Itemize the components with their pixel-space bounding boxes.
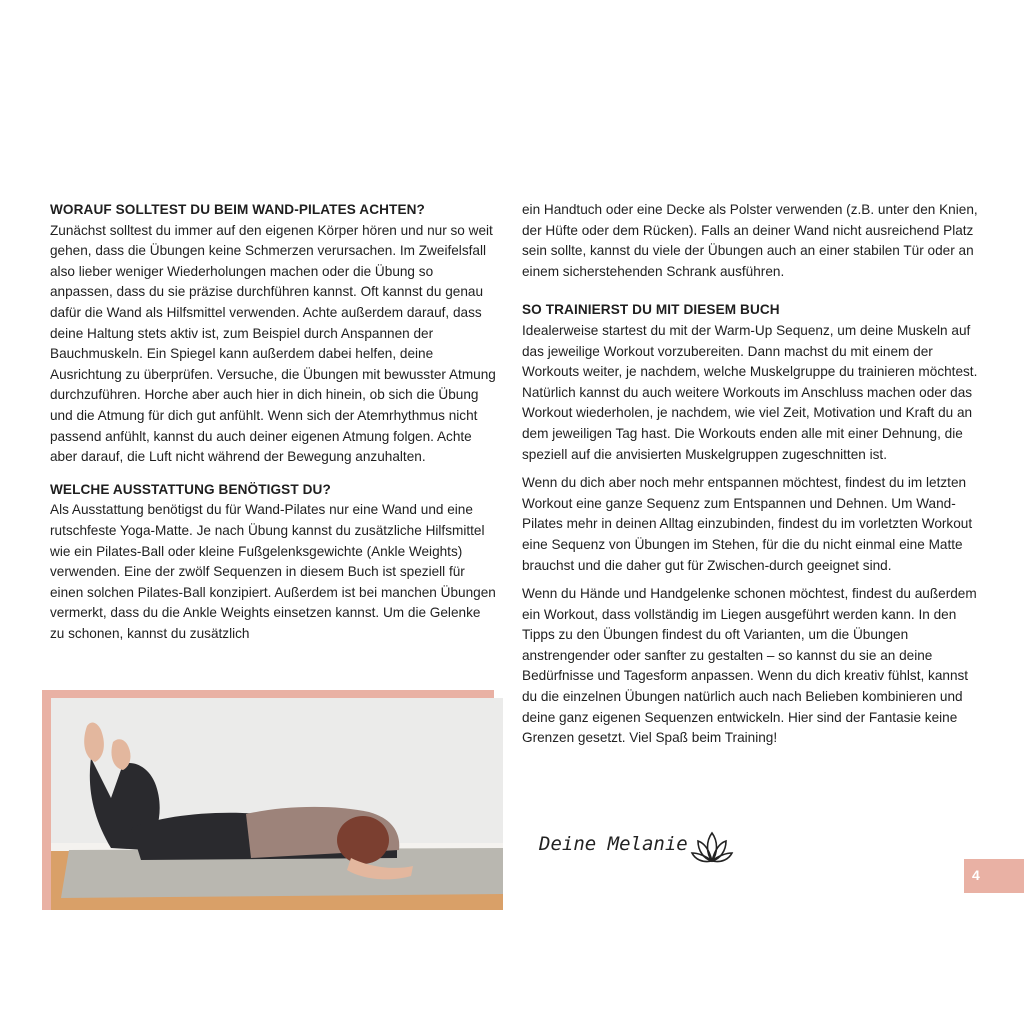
lotus-icon [690,829,734,869]
signature: Deine Melanie [539,833,688,855]
section-heading-training: SO TRAINIERST DU MIT DIESEM BUCH [522,302,780,318]
section-heading-wand-pilates: WORAUF SOLLTEST DU BEIM WAND-PILATES ACHTEN? [50,202,425,217]
exercise-photo-frame [42,690,503,910]
page-number: 4 [972,867,980,883]
section-text-wand-pilates: Zunächst solltest du immer auf den eigenen Körper hören und nur so weit gehen, dass die Übungen keine Schmerzen verursachen. Im Zweifelsfall also lieber weniger Wiederholungen machen oder die Übung so anpassen, dass du sie präzise durchführen kannst. Oft kannst du genau dafür die Wand als Hilfsmittel verwenden. Achte außerdem darauf, dass deine Haltung stets aktiv ist, zum Beispiel durch Anspannen der Bauchmuskeln. Ein Spiegel kann außerdem dabei helfen, deine Ausrichtung zu überprüfen. Versuche, die Übungen mit bewusster Atmung durchzuführen. Horche aber auch hier in dich hinein, ob sich die Übung und die Atmung für dich gut anfühlt. Wenn sich der Atemrhythmus nicht passend anfühlt, kannst du auch deiner eigenen Atmung folgen. Achte aber darauf, die Luft nicht während der Bewegung anzuhalten. [50,222,496,465]
continuation-text: ein Handtuch oder eine Decke als Polster verwenden (z.B. unter den Knien, der Hüfte oder dem Rücken). Falls an deiner Wand nicht ausreichend Platz sein sollte, kannst du viele der Übungen auch an einer stabilen Tür oder an einem sicherstehenden Schrank ausführen. [522,202,978,279]
right-column [522,200,978,757]
section-text-ausstattung: Als Ausstattung benötigst du für Wand-Pilates nur eine Wand und eine rutschfeste Yoga-Matte. Je nach Übung kannst du zusätzliche Hilfsmittel wie ein Pilates-Ball oder kleine Fußgelenksgewichte (Ankle Weights) verwenden. Eine der zwölf Sequenzen in diesem Buch ist speziell für einen solchen Pilates-Ball konzipiert. Außerdem ist bei manchen Übungen vermerkt, dass du die Ankle Weights einsetzen kannst. Um die Gelenke zu schonen, kannst du zusätzlich [50,502,496,641]
training-paragraph-3: Wenn du Hände und Handgelenke schonen möchtest, findest du außerdem ein Workout, dass vollständig im Liegen ausgeführt werden kann. In den Tipps zu den Übungen findest du oft Varianten, um die Übungen anstrengender oder sanfter zu gestalten – so kannst du sie an deine Bedürfnisse und Tagesform anpassen. Wenn du dich kreativ fühlst, kannst du die einzelnen Übungen natürlich auch nach Belieben kombinieren und deine ganz eigenen Sequenzen entwickeln. Hier sind der Fantasie keine Grenzen gesetzt. Viel Spaß beim Training! [522,586,977,746]
exercise-photo [51,698,503,910]
training-paragraph-2: Wenn du dich aber noch mehr entspannen möchtest, findest du im letzten Workout eine ganze Sequenz zum Entspannen und Dehnen. Um Wand-Pilates mehr in deinen Alltag einzubinden, findest du im vorletzten Workout eine Sequenz von Übungen im Stehen, für die du nicht einmal eine Matte brauchst und die daher gut für Zwischen-durch geeignet sind. [522,475,973,573]
training-paragraph-1: Idealerweise startest du mit der Warm-Up Sequenz, um deine Muskeln auf das jeweilige Workout vorzubereiten. Dann machst du mit einem der Workouts weiter, je nachdem, welche Muskelgruppe du trainieren möchtest. Natürlich kannst du auch weitere Workouts im Anschluss machen oder das Workout wiederholen, je nachdem, wie viel Zeit, Motivation und Kraft du an dem jeweiligen Tag hast. Die Workouts enden alle mit einer Dehnung, die speziell auf die anvisierten Muskelgruppen zugeschnitten ist. [522,322,978,462]
section-heading-ausstattung: WELCHE AUSSTATTUNG BENÖTIGST DU? [50,481,331,497]
left-column [50,200,498,644]
